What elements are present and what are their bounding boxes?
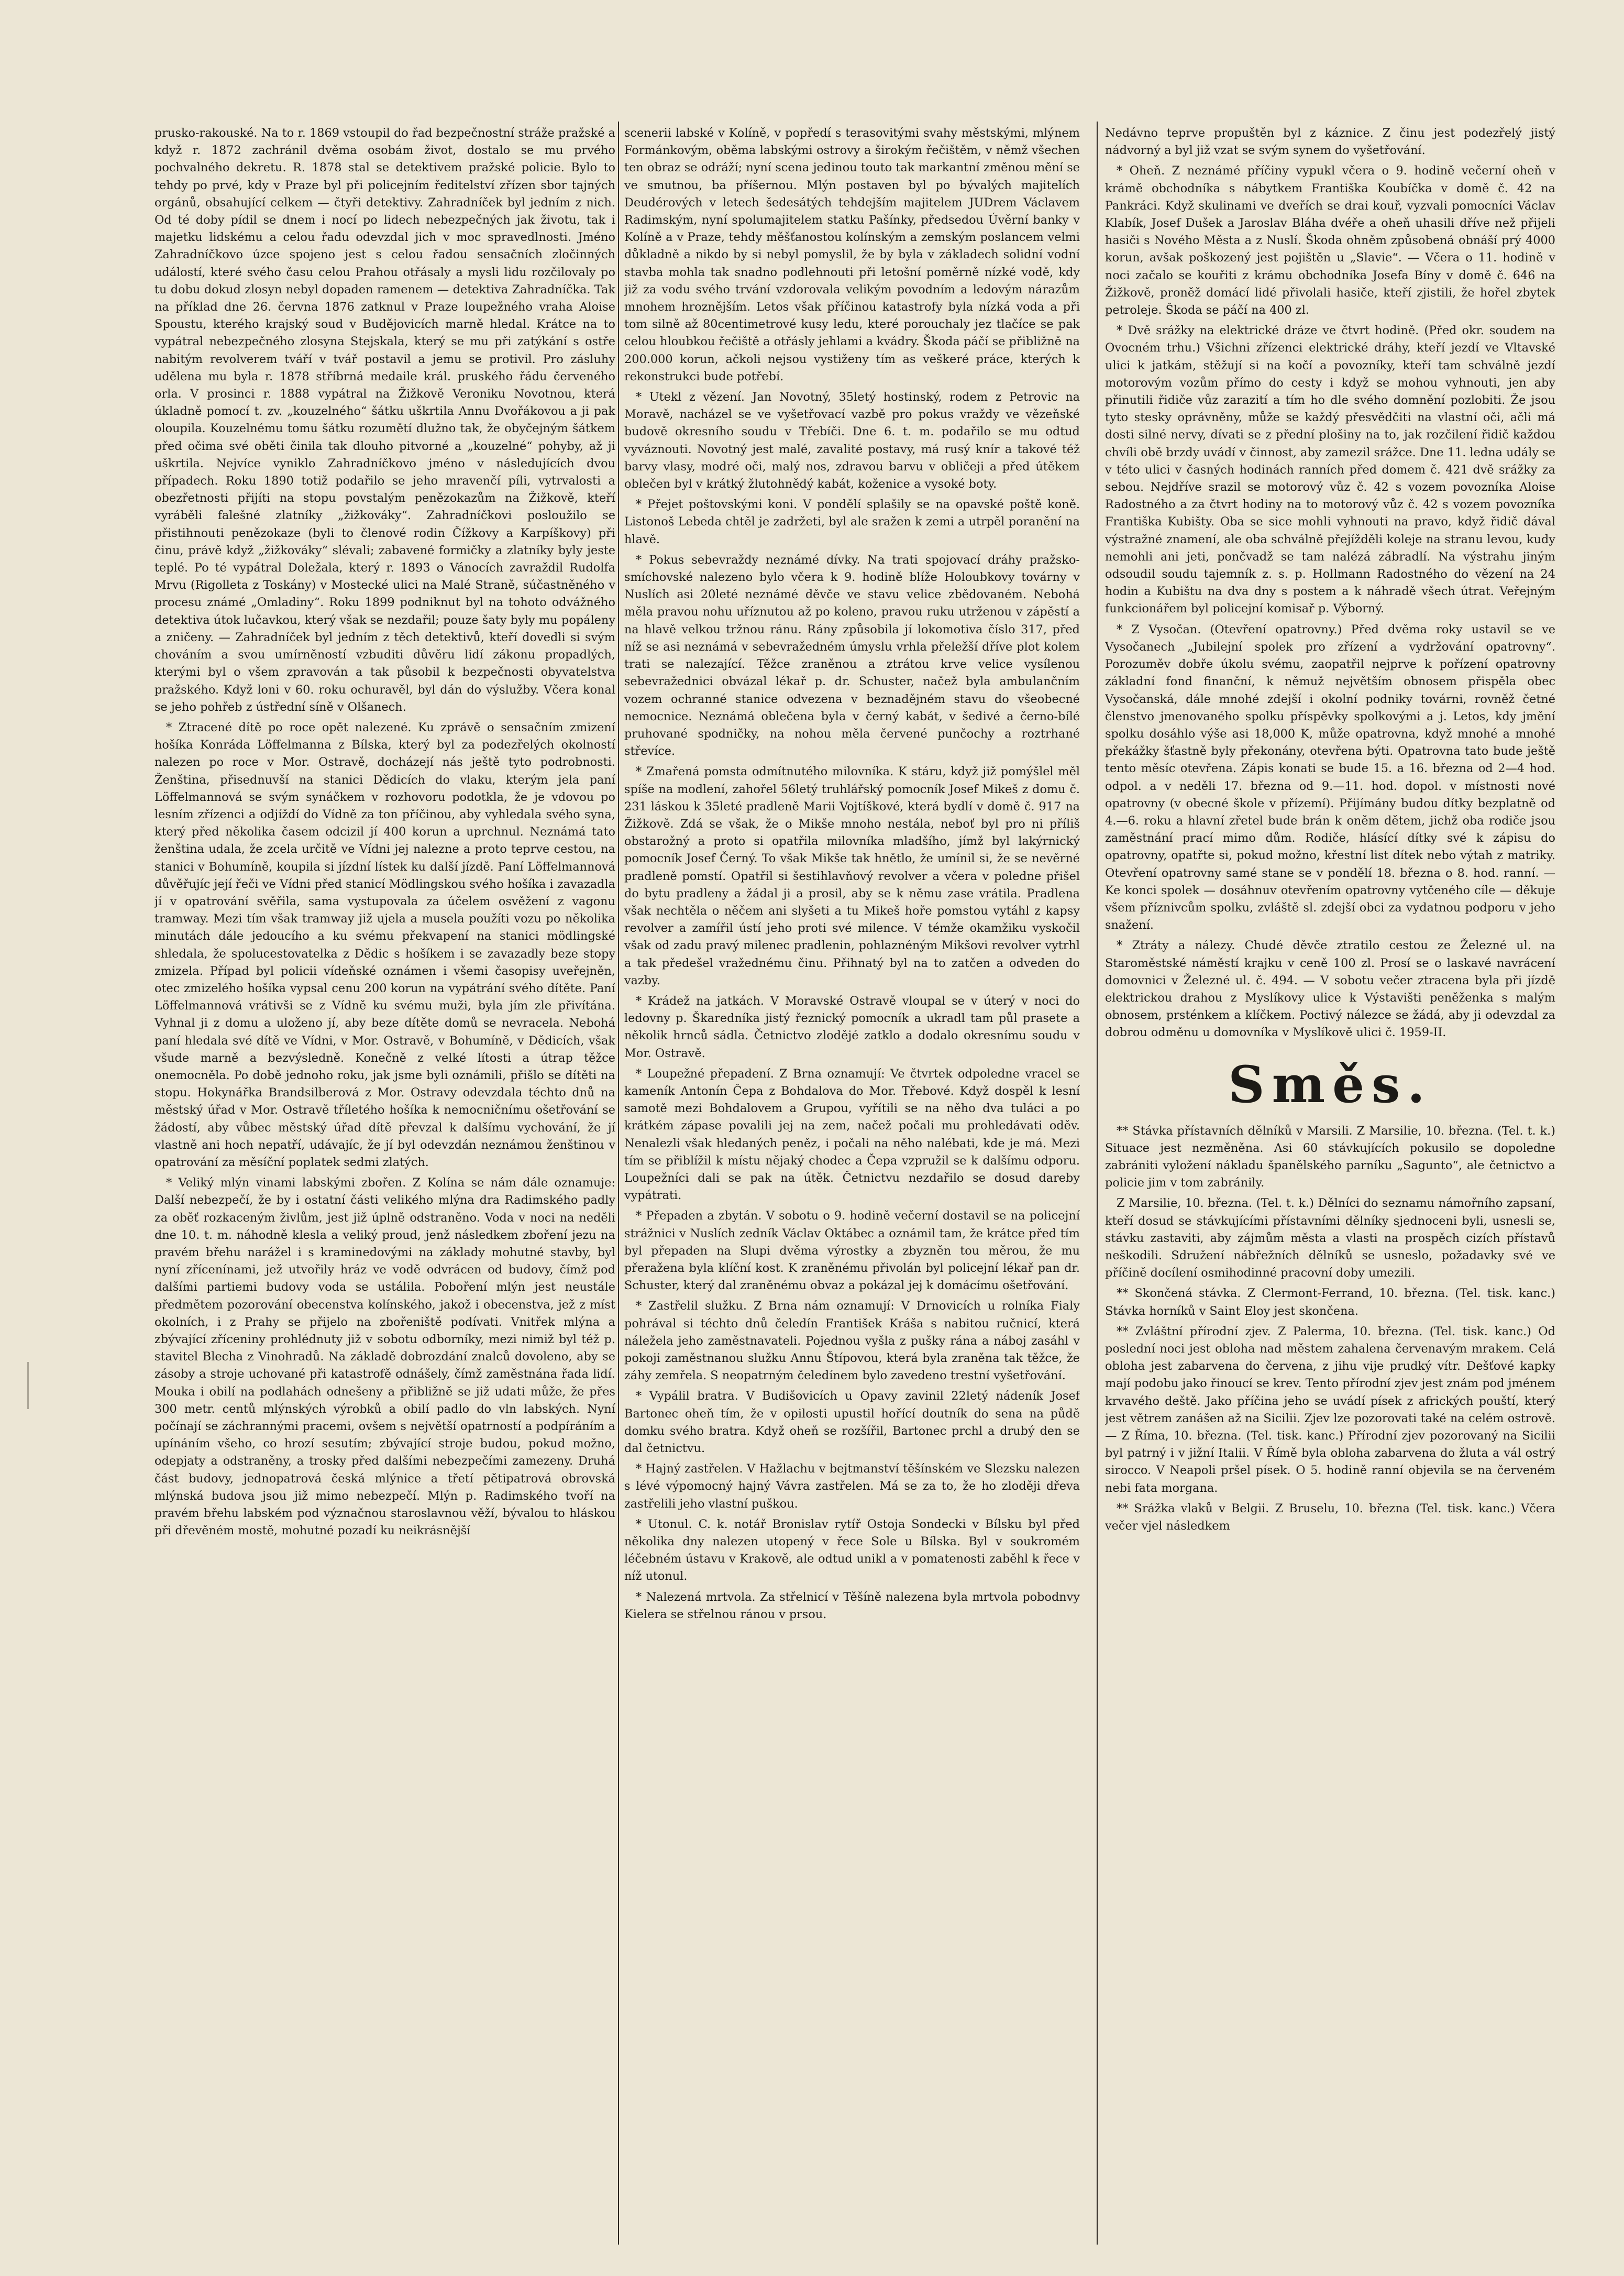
article-paragraph: * Zmařená pomsta odmítnutého milovníka. K stáru, když již pomýšlel měl spíše na modlení, zahořel 56letý truhlářský pomocník Josef Mikeš z domu č. 231 láskou k 35leté pradleně Marii Vojtíškové, která bydlí v domě č. 917 na Žižkově. Zdá se však, že o Mikše mnoho nestála, neboť byl pro ni příliš obstarožný a proto si opatřila milovníka mladšího, jímž byl lakýrnický pomocník Josef Černý. To však Mikše tak hnětlo, že umínil si, že se nevěrné pradleně pomstí. Opatřil si šestihlavňový revolver a včera v poledne přišel do bytu pradleny a žádal ji a prosil, aby se k němu zase vrátila. Pradlena však nechtěla o něčem ani slyšeti a tu Mikeš hoře pomstou vytáhl z kapsy revolver a zamířil ústí jeho proti své milence. V témže okamžiku vyskočil však od zadu pravý milenec pradlenin, pohlaznéným Mikšovi revolver vytrhl a tak předešel vražednému činu. Přihnatý byl na to zatčen a odveden do vazby.	[624, 765, 1080, 987]
column-2	[624, 125, 1080, 2245]
article-paragraph: ** Skončená stávka. Z Clermont-Ferrand, 10. března. (Tel. tisk. kanc.) Stávka horníků v Saint Eloy jest skončena.	[1105, 1287, 1555, 1318]
article-paragraph: * Ztracené dítě po roce opět nalezené. Ku zprávě o sensačním zmizení hošíka Konráda Löffelmanna z Bílska, který byl za podezřelých okolností nalezen po roce v Mor. Ostravě, docházejí nás ještě tyto podrobnosti. Ženština, přisednuvší na stanici Dědicích do vlaku, kterým jela paní Löffelmannová se svým synáčkem v rozhovoru podotkla, že je vdovou po lesním zřízenci a odjíždí do Vídně za ton příčinou, aby vyhledala svého syna, který před několika časem odcizil jí 400 korun a uprchnul. Neznámá tato ženština udala, že zcela určitě ve Vídni jej nalezne a proto teprve cestou, na stanici v Bohumíně, koupila si jízdní lístek ku další jízdě. Paní Löffelmannová důvěřujíc její řeči ve Vídni před stanicí Mödlingskou svého hošíka i zavazadla jí v opatrování svěřila, sama vystupovala za účelem osvěžení z vagonu tramway. Mezi tím však tramway již ujela a musela použíti vozu po několika minutách dále jedoucího a ku svému překvapení na stanici mödlingské shledala, že spolucestovatelka z Dědic s hošíkem i se zavazadly beze stopy zmizela. Případ byl policii vídeňské oznámen i všemi časopisy uveřejněn, otec zmizelého hošíka vypsal cenu 200 korun na vypátrání svého dítěte. Paní Löffelmannová vrátivši se z Vídně ku svému muži, byla jím zle přivítána. Vyhnal ji z domu a uloženo jí, aby beze dítěte domů se nevracela. Nebohá paní hledala své dítě ve Vídni, v Mor. Ostravě, v Bohumíně, v Dědicích, však všude marně a bezvýsledně. Konečně z velké lítosti a útrap těžce onemocněla. Po době jednoho roku, jak jsme byli oznámili, přišlo se dítěti na stopu. Hokynářka Brandsilberová z Mor. Ostravy odevzdala téchto dnů na městský úřad v Mor. Ostravě tříletého hošíka k nemocničnímu ošetřování se žádostí, aby vůbec městský úřad dítě převzal k dalšímu vychování, že jí vlastně ani hoch nepatří, udávajíc, že jí byl odevzdán neznámou ženštinou v opatrování za měsíční poplatek sedmi zlatých.	[154, 720, 615, 1169]
article-paragraph: * Nalezená mrtvola. Za střelnicí v Těšíně nalezena byla mrtvola pobodnvy Kielera se střelnou ránou v prsou.	[624, 1590, 1080, 1621]
article-paragraph: * Utonul. C. k. notář Bronislav rytíř Ostoja Sondecki v Bílsku byl před několika dny nalezen utopený v řece Sole u Bílska. Byl v soukromém léčebném ústavu v Krakově, ale odtud unikl a v pomatenosti zaběhl k řece v níž utonul.	[624, 1517, 1080, 1584]
article-paragraph: ** Stávka přístavních dělníků v Marsili. Z Marsilie, 10. března. (Tel. t. k.) Situace jest nezměněna. Asi 60 stávkujících pokusilo se dopoledne zabrániti vyložení nákladu španělského parníku „Sagunto“, ale četnictvo a policie jim v tom zabránily.	[1105, 1124, 1555, 1190]
article-paragraph: * Krádež na jatkách. V Moravské Ostravě vloupal se v úterý v noci do ledovny p. Škaredníka jistý řeznický pomocník a ukradl tam půl prasete a několik hrnců sádla. Četnictvo zlodějé zatklo a dodalo okresnímu soudu v Mor. Ostravě.	[624, 994, 1080, 1060]
article-paragraph: * Vypálil bratra. V Budišovicích u Opavy zavinil 22letý nádeník Josef Bartonec oheň tím, že v opilosti upustil hořící doutník do sena na půdě domku svého bratra. Když oheň se rozšířil, Bartonec prchl a drubý den se dal četnictvu.	[624, 1389, 1080, 1456]
article-paragraph: * Hajný zastřelen. V Hažlachu v bejtmanství těšínském ve Slezsku nalezen s lévé výpomocný hajný Vávra zastřelen. Má se za to, že ho zloději dřeva zastřelili jeho vlastní puškou.	[624, 1462, 1080, 1511]
article-paragraph: * Zastřelil služku. Z Brna nám oznamují: V Drnovicích u rolníka Fialy pohrával si téchto dnů čeledín František Kráša s nabitou ručnicí, která náležela jeho zaměstnavateli. Pojednou vyšla z pušky rána a náboj zasáhl v pokoji zaměstnanou služku Annu Štípovou, která byla zraněna tak těžce, že záhy zemřela. S neopatrným čeledínem bylo zavedeno trestní vyšetřování.	[624, 1299, 1080, 1383]
page-fold-mark	[27, 1362, 50, 1409]
column-rule-right	[1097, 122, 1098, 2245]
column-3	[1105, 125, 1555, 2245]
article-paragraph: * Přepaden a zbytán. V sobotu o 9. hodině večerní dostavil se na policejní strážnici v Nuslích zedník Václav Oktábec a oznámil tam, že krátce před tím byl přepaden na Slupi dvěma výrostky a zbyzněn tou měrou, že mu přeražena byla klíční kost. K zraněnému přivolán byl policejní lékař pan dr. Schuster, který dal zraněnému obvaz a pokázal jej k domácímu ošetřování.	[624, 1209, 1080, 1293]
column-rule-left	[618, 122, 619, 2245]
section-heading: Směs.	[1228, 1054, 1432, 1114]
article-paragraph: * Loupežné přepadení. Z Brna oznamují: Ve čtvrtek odpoledne vracel se kameník Antonín Čepa z Bohdalova do Mor. Třebové. Když dospěl k lesní samotě mezi Bohdalovem a Grupou, vyřítili se na něho dva tuláci a po krátkém zápase povalili jej na zem, načež počali mu prohledávati oděv. Nenalezli však hledaných peněz, i počali na něho nalébati, kde je má. Mezi tím se přiblížil k místu nějaký chodec a Čepa vzpružil se k dalšímu odporu. Loupežníci dali se pak na útěk. Četnictvu nezdařilo se dosud dareby vypátrati.	[624, 1066, 1080, 1203]
column-1	[154, 125, 615, 2245]
article-paragraph: Z Marsilie, 10. března. (Tel. t. k.) Dělníci do seznamu námořního zapsaní, kteří dosud se stávkujícími přístavními dělníky sjednoceni byli, usnesli se, stávku zastaviti, aby zájmům města a vlasti na prospěch cizích přístavů neškodili. Sdružení nábřežních dělníků se usneslo, požadavky své ve příčině docílení osmihodinné pracovní doby umezili.	[1105, 1196, 1555, 1280]
article-paragraph: * Veliký mlýn vinami labskými zbořen. Z Kolína se nám dále oznamuje: Další nebezpečí, že by i ostatní části velikého mlýna dra Radimského padly za oběť rozkaceným živlům, jest již úplně odstraněno. Voda v noci na neděli dne 10. t. m. náhodně klesla a veliký proud, jenž následkem zboření jezu na pravém břehu narážel i s kraminedovými na základy mohutné stavby, byl nyní zřícenínami, jež utvořily hráz ve vodě odvrácen od budovy, čímž pod dalšími partiemi budovy voda se ustálila. Poboření mlýn jest neustále předmětem pozorování obecenstva kolínského, jakož i obecenstva, jež z míst okolních, i z Prahy se přijelo na zbořeniště podívati. Vnitřek mlýna a zbývající zříceniny prohlédnuty již v sobotu odborníky, mezi nimiž byl též p. stavitel Blecha z Vinohradů. Na základě dobrozdání znalců dovoleno, aby se zásoby a stroje uchované při katastrofě odnášely, čímž zaměstnána řada lidí. Mouka i obilí na podlahách odnešeny a přibližně se již udati může, že přes 300 metr. centů mlýnských výrobků a obilí padlo do vln labských. Nyní počínají se záchrannými pracemi, ovšem s největší opatrností a podpíráním a upínáním všeho, co hrozí sesutím; zbývající stroje budou, pokud možno, odepjaty a odstraněny, a trosky před dalšími nebezpečími zamezeny. Druhá část budovy, jednopatrová česká mlýnice a třetí pětipatrová obrovská mlýnská budova jsou již mimo nebezpečí. Mlýn p. Radimského tvoří na pravém břehu labském pod význačnou staroslavnou věží, bývalou to hláskou při dřevěném mostě, mohutné pozadí ku neikrásnější	[154, 1176, 615, 1538]
article-paragraph: * Přejet poštovskými koni. V pondělí splašily se na opavské poště koně. Listonoš Lebeda chtěl je zadržeti, byl ale sražen k zemi a utrpěl poranění na hlavě.	[624, 498, 1080, 546]
article-paragraph: * Ztráty a nálezy. Chudé děvče ztratilo cestou ze Železné ul. na Staroměstské náměstí krajku v ceně 100 zl. Prosí se o laskavé navrácení domovnici v Železné ul. č. 494. — V sobotu večer ztracena byla při jízdě elektrickou drahou z Myslíkovy ulice k Výstavišti peněženka s malým obnosem, prsténkem a klíčkem. Poctivý nálezce se žádá, aby ji odevzdal za dobrou odměnu u domovníka v Myslíkově ulici č. 1959-II.	[1105, 939, 1555, 1040]
article-paragraph: ** Srážka vlaků v Belgii. Z Bruselu, 10. března (Tel. tisk. kanc.) Včera večer vjel následkem	[1105, 1501, 1555, 1533]
article-paragraph: * Oheň. Z neznámé příčiny vypukl včera o 9. hodině večerní oheň v krámě obchodníka s nábytkem Františka Koubíčka v domě č. 42 na Pankráci. Když skulinami ve dveřích se drai kouř, vyzvali pomocníci Václav Klabík, Josef Dušek a Jaroslav Bláha dvéře a oheň uhasili dříve než přijeli hasiči s Nového Města a z Nuslí. Škoda ohněm způsobená obnáší prý 4000 korun, avšak poškozený jest pojištěn u „Slavie“. — Včera o 11. hodině v noci začalo se kouřiti z krámu obchodníka Josefa Bíny v domě č. 646 na Žižkově, proněž domácí lidé přivolali hasiče, kteří zjistili, že hořel zbytek petroleje. Škoda se páčí na 400 zl.	[1105, 164, 1555, 317]
article-paragraph: prusko-rakouské. Na to r. 1869 vstoupil do řad bezpečnostní stráže pražské a když r. 1872 zachránil dvěma osobám život, dostalo se mu prvého pochvalného dekretu. R. 1878 stal se detektivem pražské policie. Bylo to tehdy po prvé, kdy v Praze byl při policejním ředitelství zřízen sbor tajných orgánů, obsahující celkem — čtyři detektivy. Zahradníček byl jedním z nich. Od té doby pídil se dnem i nocí po lidech nebezpečných jak životu, tak i majetku lidskému a celou řadu odevzdal jich v moc spravedlnosti. Jméno Zahradníčkovo úzce spojeno jest s celou řadou sensačních zločinných událostí, které svého času celou Prahou otřásaly a mysli lidu rozčilovaly po tu dobu dokud zlosyn nebyl dopaden ramenem — detektiva Zahradníčka. Tak na příklad dne 26. června 1876 zatknul v Praze loupežného vraha Aloise Spoustu, kterého krajský soud v Budějovicích marně hledal. Krátce na to vypátral nebezpečného zlosyna Stejskala, který se mu při zatýkání s ostře nabitým revolverem tváří v tvář postavil a jemu se protivil. Pro zásluhy udělena mu byla r. 1878 stříbrná medaile král. pruského řádu červeného orla. V prosinci r. 1888 vypátral na Žižkově Veroniku Novotnou, která úkladně pomocí t. zv. „kouzelného“ šátku uškrtila Annu Dvořákovou a ji pak oloupila. Kouzelnému tomu šátku rozumětí dlužno tak, že obyčejným šátkem před očima své oběti činila tak dlouho pitvorné a „kouzelné“ pohyby, až ji uškrtila. Nejvíce vyniklo Zahradníčkovo jméno v následujících dvou případech. Roku 1890 totiž podařilo se jeho mravenčí píli, vytrvalosti a obezřetnosti přijíti na stopu povstalým penězokazům na Žižkově, kteří vyráběli falešné zlatníky „žižkováky“. Zahradníčkovi posloužilo se přistihnouti penězokaze (byli to členové rodin Čížkovy a Karpíškovy) při činu, právě když „žižkováky“ slévali; zabavené formičky a zlatníky byly jeste teplé. Po té vypátral Doležala, který r. 1893 o Vánocích zavraždil Rudolfa Mrvu (Rigolleta z Toskány) v Mostecké ulici na Malé Straně, súčastněného v procesu známé „Omladiny“. Roku 1899 podniknut byl na tohoto odvážného detektiva útok lučavkou, který však se nezdařil; pouze šaty byly mu popáleny a zničeny. — Zahradníček byl jedním z těch detektivů, kteří dovedli si svým chováním a svou umírněností vzbuditi důvěru lidí zákonu propadlých, kterými byl o všem zpravován a tak působil k bezpečnosti obyvatelstva pražského. Když loni v 60. roku ochuravěl, byl dán do výslužby. Včera konal se jeho pohřeb z ústřední síně v Olšanech.	[154, 126, 615, 714]
article-paragraph: * Z Vysočan. (Otevření opatrovny.) Před dvěma roky ustavil se ve Vysočanech „Jubilejní spolek pro zřízení a vydržování opatrovny“. Porozuměv dobře úkolu svému, zaopatřil nejprve k pořízení opatrovny základní fond finanční, k němuž největším obnosem přispěla obec Vysočanská, dále mnohé zdejší i okolní podniky továrni, rovněž četné členstvo jmenovaného spolku příspěvky spolkovými a j. Letos, kdy jmění spolku dosáhlo výše asi 18,000 K, může opatrovna, když mnohé a mnohé překážky šťastně byly překonány, otevřena býti. Opatrovna tato bude ještě tento měsíc otevřena. Zápis konati se bude 15. a 16. března od 2—4 hod. odpol. a v neděli 17. března od 9.—11. hod. dopol. v místnosti nové opatrovny (v obecné škole v přízemí). Přijímány budou dítky bezplatně od 4.—6. roku a hlavní zřetel bude brán k oněm dětem, jichž oba rodiče jsou zaměstnání prací mimo dům. Rodiče, hlásící dítky své k zápisu do opatrovny, opatřte si, pokud možno, křestní list dítek nebo výtah z matriky. Otevření opatrovny samé stane se v pondělí 18. března o 8. hod. ranní. — Ke konci spolek — dosáhnuv otevřením opatrovny vytčeného cíle — děkuje všem příznivcům spolku, zvláště sl. zdejší obci za vydatnou podporu v jeho snažení.	[1105, 622, 1555, 932]
article-paragraph: * Dvě srážky na elektrické dráze ve čtvrt hodině. (Před okr. soudem na Ovocném trhu.) Všichni zřízenci elektrické dráhy, kteří jezdí ve Vltavské ulici k jatkám, stěžují si na kočí a povozníky, kteří tam schválně jezdí motorovým vozům přímo do cesty i když se mohou vyhnouti, jen aby přinutili řidiče vůz zarazití a tím ho dle svého domnění pozlobiti. Že jsou tyto stesky oprávněny, může se každý přesvědčiti na vlastní oči, ačli má dosti silné nervy, dívati se z přední plošiny na to, jak rozčilení řidič každou chvíli obě brzdy uvádí v činnost, aby zamezil srážce. Dne 11. ledna udály se v této ulici v časných hodinách ranních před domem č. 421 dvě srážky za sebou. Nejdříve srazil se motorový vůz č. 42 s vozem povozníka Aloise Radostného a za čtvrt hodiny na to motorový vůz č. 42 s vozem povozníka Františka Kubišty. Oba se sice mohli vyhnouti na pravo, když řidič dával výstražné znamení, ale oba schválně přejížděli koleje na stranu levou, kudy nemohli ani jeti, pončvadž se tam nalézá zábradlí. Na výstrahu jiným odsoudil soudu tajemník z. s. p. Hollmann Radostného do vězení na 24 hodin a Kubištu na dva dny s postem a k náhradě všech útrat. Veřejným funkcionářem byl policejní komisař p. Výborný.	[1105, 324, 1555, 616]
article-paragraph: Nedávno teprve propuštěn byl z káznice. Z činu jest podezřelý jistý nádvorný a byl již vzat se svým synem do vyšetřování.	[1105, 126, 1555, 158]
article-paragraph: * Utekl z vězení. Jan Novotný, 35letý hostinský, rodem z Petrovic na Moravě, nacházel se ve vyšetřovací vazbě pro pokus vraždy ve vězeňské budově okresního soudu v Třebíči. Dne 6. t. m. podařilo se mu odtud vyváznouti. Novotný jest malé, zavalité postavy, má rusý knír a takové též barvy vlasy, modré oči, malý nos, zdravou barvu v obličeji a před útěkem oblečen byl v krátký žlutohnědý kabát, koženice a vysoké boty.	[624, 390, 1080, 491]
article-paragraph: scenerii labské v Kolíně, v popředí s terasovitými svahy městskými, mlýnem Formánkovým, oběma labskými ostrovy a širokým řečištěm, v němž všechen ten obraz se odráží; nyní scena jedinou touto tak markantní změnou mění se ve smutnou, ba příšernou. Mlýn postaven byl po bývalých majitelích Deudérových v letech šedesátých tehdejším majitelem JUDrem Václavem Radimským, nyní spolumajitelem statku Pašínky, předsedou Úvěrní banky v Kolíně a v Praze, tehdy měšťanostou kolínským a zemským poslancem velmi důkladně a nikdo by si nebyl pomyslil, že by byla v základech solidní vodní stavba mohla tak snadno podlehnouti při letošní poměrně nízké vodě, kdy již za vodu svého trvání vzdorovala velikým povodním a ledovým nárazům mnohem hroznějším. Letos však příčinou katastrofy byla nízká voda a při tom silně až 80centimetrové kusy ledu, které porouchaly jez tlačíce se pak celou hloubkou řečiště a otřásly jehlami a kvádry. Škoda páčí se přibližně na 200.000 korun, ačkoli nejsou vystiženy tím as veškeré práce, kterých k rekonstrukci bude potřebí.	[624, 126, 1080, 383]
article-paragraph: * Pokus sebevraždy neznámé dívky. Na trati spojovací dráhy pražsko-smíchovské nalezeno bylo včera k 9. hodině blíže Holoubkovy továrny v Nuslích asi 20leté neznámé děvče ve stavu velice zbědovaném. Nebohá měla pravou nohu uříznutou až po koleno, pravou ruku utrženou v zápěstí a na hlavě velkou tržnou ránu. Rány způsobila jí lokomotiva číslo 317, před níž se asi neznámá v sebevražedném úmyslu vrhla přeležší dříve plot kolem trati se nalezající. Těžce zraněnou a ztrátou krve velice vysílenou sebevražednici obvázal lékař p. dr. Schuster, načež byla ambulančním vozem ochranné stanice odvezena v beznadějném stavu do všeobecné nemocnice. Neznámá oblečena byla v černý kabát, v šedivé a černo-bílé pruhované spodničky, na nohou měla červené punčochy a roztrhané střevíce.	[624, 553, 1080, 758]
article-paragraph: ** Zvláštní přírodní zjev. Z Palerma, 10. března. (Tel. tisk. kanc.) Od poslední noci jest obloha nad městem zahalena červenavým mrakem. Celá obloha jest zabarvena do červena, z jihu vije prudký vítr. Dešťové kapky mají podobu jako řinoucí se krev. Tento přírodní zjev jest znám pod jménem krvavého deště. Jako příčina jeho se uvádí písek z afrických pouští, který jest větrem zanášen až na Sicilii. Zjev lze pozorovati také na celém ostrově. — Z Říma, 10. března. (Tel. tisk. kanc.) Přírodní zjev pozorovaný na Sicilii byl patrný i v jižní Italii. V Římě byla obloha zabarvena do žluta a vál ostrý sirocco. V Neapoli pršel písek. O 5. hodině ranní objevila se na červeném nebi fata morgana.	[1105, 1324, 1555, 1495]
